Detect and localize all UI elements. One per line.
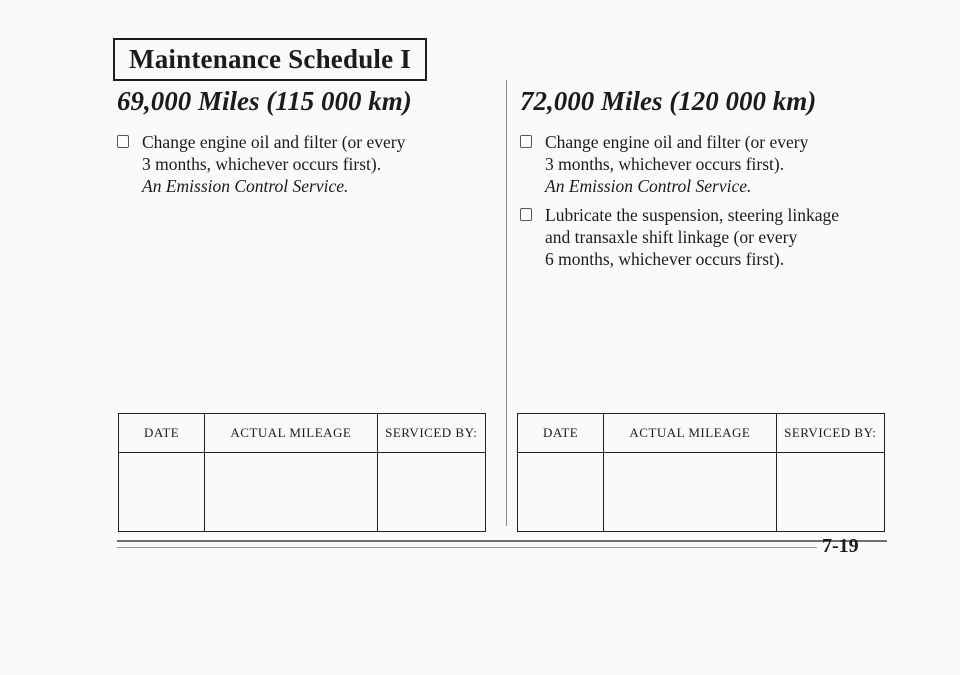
checkbox-icon[interactable]: [117, 135, 129, 148]
service-text: 6 months, whichever occurs first).: [545, 249, 785, 269]
serviced-by-cell[interactable]: [776, 453, 884, 532]
section-header: [113, 38, 427, 81]
service-text: Change engine oil and filter (or every: [545, 132, 809, 152]
mileage-cell[interactable]: [604, 453, 776, 532]
footer-rule: [117, 540, 887, 542]
column-header-mileage: ACTUAL MILEAGE: [205, 414, 377, 453]
column-header-serviced-by: SERVICED BY:: [776, 414, 884, 453]
page-number: 7-19: [822, 535, 859, 557]
service-note: An Emission Control Service.: [142, 176, 349, 196]
date-cell[interactable]: [518, 453, 604, 532]
schedule-72000: [520, 86, 900, 277]
service-text: 3 months, whichever occurs first).: [545, 154, 785, 174]
service-log-table: [118, 413, 486, 532]
checkbox-icon[interactable]: [520, 208, 532, 221]
service-note: An Emission Control Service.: [545, 176, 752, 196]
table-header-row: [518, 414, 885, 453]
service-text: Lubricate the suspension, steering linkage: [545, 205, 840, 225]
mileage-heading: 72,000 Miles (120 000 km): [520, 86, 817, 116]
mileage-cell[interactable]: [205, 453, 377, 532]
table-row: [518, 453, 885, 532]
column-header-date: DATE: [518, 414, 604, 453]
service-log-table: [517, 413, 885, 532]
checkbox-icon[interactable]: [520, 135, 532, 148]
schedule-69000: [117, 86, 497, 204]
service-item: [117, 131, 497, 197]
footer-rule: [117, 547, 817, 548]
column-header-mileage: ACTUAL MILEAGE: [604, 414, 776, 453]
column-header-date: DATE: [119, 414, 205, 453]
table-header-row: [119, 414, 486, 453]
service-text: and transaxle shift linkage (or every: [545, 227, 798, 247]
column-header-serviced-by: SERVICED BY:: [377, 414, 485, 453]
service-item: [520, 131, 900, 197]
section-header-title: Maintenance Schedule I: [129, 44, 411, 74]
table-row: [119, 453, 486, 532]
date-cell[interactable]: [119, 453, 205, 532]
service-item: [520, 204, 900, 270]
serviced-by-cell[interactable]: [377, 453, 485, 532]
service-text: Change engine oil and filter (or every: [142, 132, 406, 152]
service-text: 3 months, whichever occurs first).: [142, 154, 382, 174]
column-divider: [506, 80, 507, 526]
mileage-heading: 69,000 Miles (115 000 km): [117, 86, 412, 116]
